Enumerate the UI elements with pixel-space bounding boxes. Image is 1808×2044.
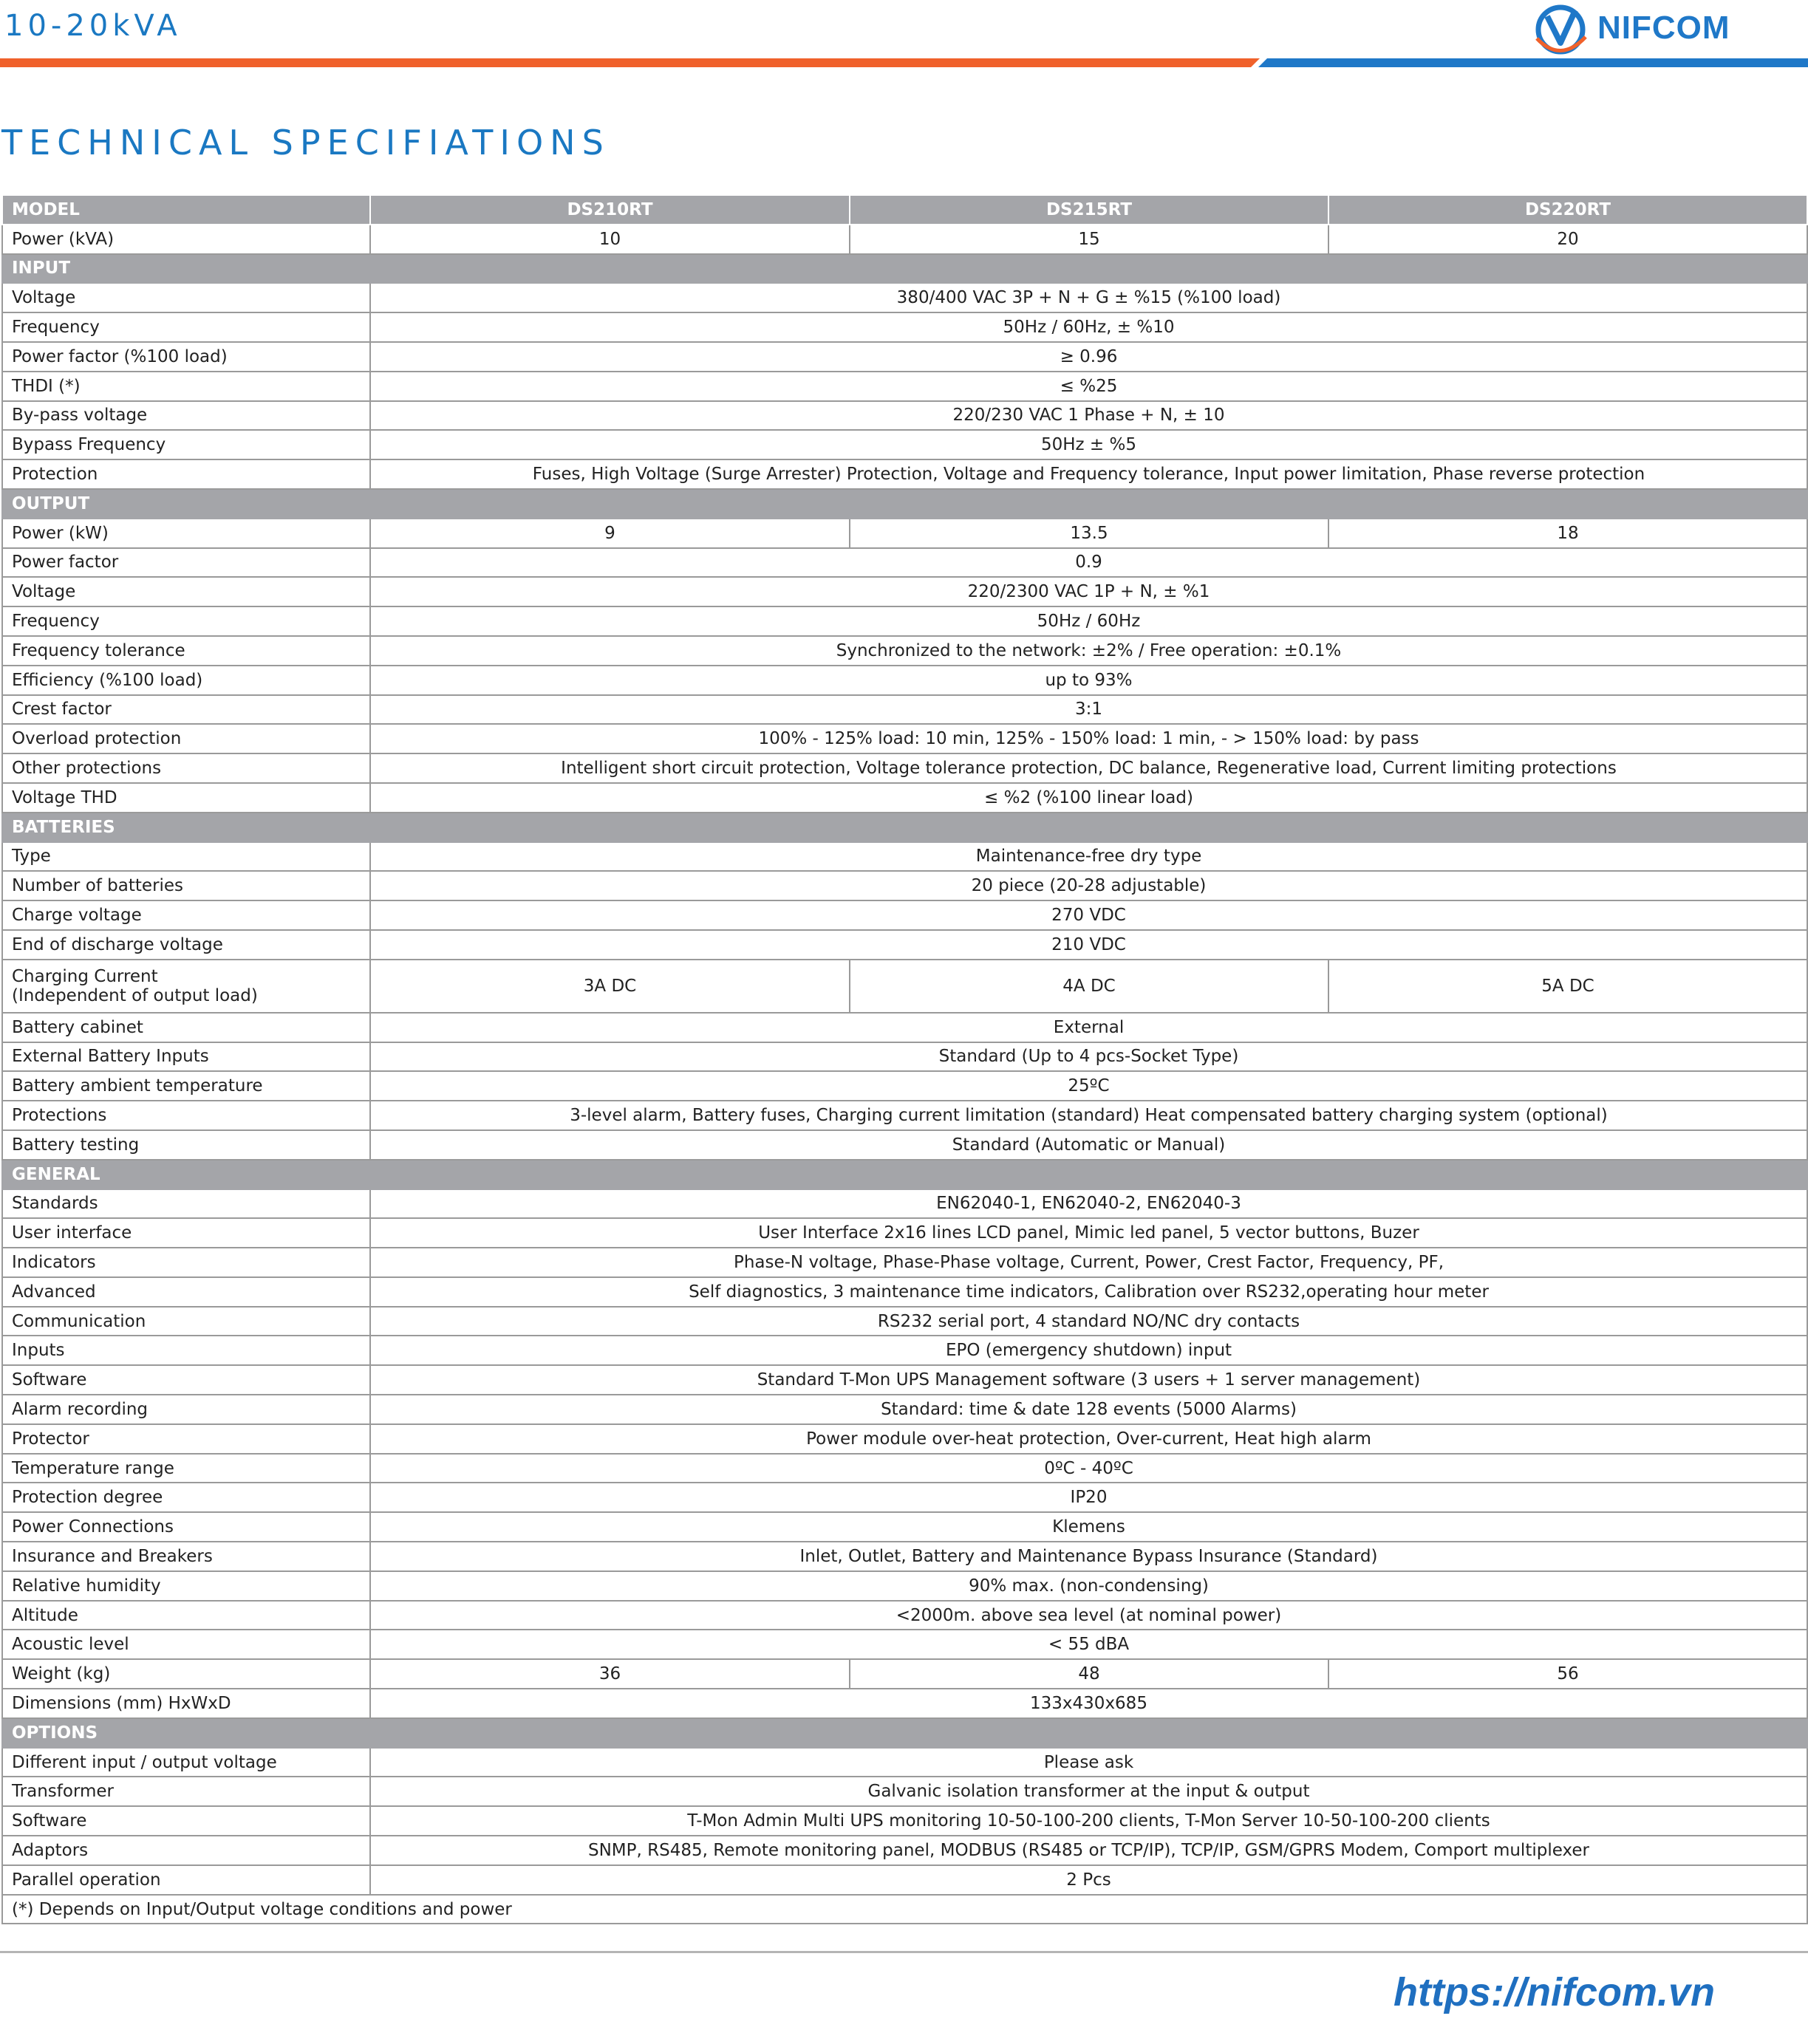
spec-row [2, 1101, 1807, 1130]
spec-value: 0.9 [370, 548, 1807, 578]
spec-label: Software [2, 1365, 370, 1395]
spec-value: Self diagnostics, 3 maintenance time indicators, Calibration over RS232,operating hour meter [370, 1277, 1807, 1307]
spec-label: Communication [2, 1307, 370, 1336]
header-model-1: DS215RT [850, 195, 1328, 225]
spec-value: 3-level alarm, Battery fuses, Charging current limitation (standard) Heat compensated battery charging system (optional) [370, 1101, 1807, 1130]
spec-row [2, 930, 1807, 960]
spec-label: Insurance and Breakers [2, 1542, 370, 1571]
spec-value: Please ask [370, 1748, 1807, 1777]
spec-row [2, 342, 1807, 372]
spec-value: up to 93% [370, 666, 1807, 695]
spec-value: 270 VDC [370, 900, 1807, 930]
spec-label: Protector [2, 1424, 370, 1454]
spec-row [2, 1571, 1807, 1601]
spec-row [2, 401, 1807, 431]
spec-label-subline: (Independent of output load) [12, 985, 258, 1005]
spec-row [2, 1689, 1807, 1718]
spec-label: Battery testing [2, 1130, 370, 1160]
footnote-row [2, 1895, 1807, 1924]
spec-value: 220/2300 VAC 1P + N, ± %1 [370, 577, 1807, 606]
spec-row [2, 1836, 1807, 1865]
spec-value: Standard (Automatic or Manual) [370, 1130, 1807, 1160]
spec-value: Power module over-heat protection, Over-current, Heat high alarm [370, 1424, 1807, 1454]
spec-label: Battery ambient temperature [2, 1071, 370, 1101]
spec-label: Altitude [2, 1601, 370, 1630]
section-header-row [2, 1160, 1807, 1189]
product-range-title: 10-20kVA [4, 9, 182, 43]
spec-label: Type [2, 842, 370, 872]
section-header-row [2, 813, 1807, 842]
page-title: TECHNICAL SPECIFIATIONS [1, 123, 610, 163]
spec-value-model-0: 10 [370, 225, 850, 254]
spec-label: THDI (*) [2, 372, 370, 401]
spec-label: Efficiency (%100 load) [2, 666, 370, 695]
spec-value: 90% max. (non-condensing) [370, 1571, 1807, 1601]
spec-value-model-1: 4A DC [850, 960, 1328, 1013]
spec-label: Charge voltage [2, 900, 370, 930]
header-model-2: DS220RT [1328, 195, 1807, 225]
spec-label: Frequency tolerance [2, 636, 370, 666]
spec-row [2, 1483, 1807, 1512]
spec-row [2, 842, 1807, 872]
spec-row [2, 548, 1807, 578]
spec-value: 100% - 125% load: 10 min, 125% - 150% load: 1 min, - > 150% load: by pass [370, 724, 1807, 753]
spec-label: Acoustic level [2, 1630, 370, 1659]
spec-label: Dimensions (mm) HxWxD [2, 1689, 370, 1718]
spec-row [2, 753, 1807, 783]
spec-row [2, 695, 1807, 725]
spec-value: Standard T-Mon UPS Management software (3 users + 1 server management) [370, 1365, 1807, 1395]
spec-label: Software [2, 1806, 370, 1836]
section-title: INPUT [2, 254, 1807, 284]
spec-row [2, 1248, 1807, 1277]
spec-value: User Interface 2x16 lines LCD panel, Mimic led panel, 5 vector buttons, Buzer [370, 1218, 1807, 1248]
spec-row [2, 1218, 1807, 1248]
spec-value: 50Hz / 60Hz [370, 606, 1807, 636]
brand-name: NIFCOM [1597, 10, 1730, 46]
website-link[interactable]: https://nifcom.vn [1393, 1970, 1715, 2014]
spec-label: Battery cabinet [2, 1013, 370, 1042]
spec-label: Crest factor [2, 695, 370, 725]
section-title: BATTERIES [2, 813, 1807, 842]
spec-label: Weight (kg) [2, 1659, 370, 1689]
spec-value: 133x430x685 [370, 1689, 1807, 1718]
spec-row [2, 1042, 1807, 1072]
spec-row [2, 1601, 1807, 1630]
header-model-0: DS210RT [370, 195, 850, 225]
spec-value-model-2: 5A DC [1328, 960, 1807, 1013]
spec-value: 3:1 [370, 695, 1807, 725]
spec-value: Intelligent short circuit protection, Voltage tolerance protection, DC balance, Regenerative load, Current limiting protections [370, 753, 1807, 783]
spec-value: Phase-N voltage, Phase-Phase voltage, Current, Power, Crest Factor, Frequency, PF, [370, 1248, 1807, 1277]
specifications-table [1, 194, 1808, 1924]
spec-value-model-0: 9 [370, 519, 850, 548]
spec-value: Fuses, High Voltage (Surge Arrester) Protection, Voltage and Frequency tolerance, Input power limitation, Phase reverse protection [370, 459, 1807, 489]
spec-row [2, 1130, 1807, 1160]
spec-value: < 55 dBA [370, 1630, 1807, 1659]
spec-value-model-1: 13.5 [850, 519, 1328, 548]
spec-value: Maintenance-free dry type [370, 842, 1807, 872]
section-title: OPTIONS [2, 1718, 1807, 1748]
spec-row [2, 1748, 1807, 1777]
spec-label: Transformer [2, 1777, 370, 1806]
spec-label: By-pass voltage [2, 401, 370, 431]
spec-row [2, 1454, 1807, 1483]
spec-label: Different input / output voltage [2, 1748, 370, 1777]
spec-row [2, 1542, 1807, 1571]
spec-row [2, 636, 1807, 666]
spec-value-model-1: 15 [850, 225, 1328, 254]
spec-label-line: Charging Current [12, 966, 158, 986]
spec-row [2, 1365, 1807, 1395]
spec-label: Number of batteries [2, 871, 370, 900]
spec-row [2, 1424, 1807, 1454]
spec-label: User interface [2, 1218, 370, 1248]
spec-row [2, 1630, 1807, 1659]
spec-row [2, 724, 1807, 753]
spec-row [2, 225, 1807, 254]
spec-value: 2 Pcs [370, 1865, 1807, 1895]
spec-row [2, 606, 1807, 636]
spec-value: T-Mon Admin Multi UPS monitoring 10-50-100-200 clients, T-Mon Server 10-50-100-200 clients [370, 1806, 1807, 1836]
spec-label: Protection degree [2, 1483, 370, 1512]
spec-value-model-0: 3A DC [370, 960, 850, 1013]
spec-row [2, 372, 1807, 401]
spec-label: Relative humidity [2, 1571, 370, 1601]
section-title: OUTPUT [2, 489, 1807, 519]
spec-label: Adaptors [2, 1836, 370, 1865]
spec-value: EN62040-1, EN62040-2, EN62040-3 [370, 1189, 1807, 1219]
spec-label: Protections [2, 1101, 370, 1130]
spec-row [2, 871, 1807, 900]
spec-value-model-2: 18 [1328, 519, 1807, 548]
spec-value: <2000m. above sea level (at nominal power) [370, 1601, 1807, 1630]
spec-value: ≤ %2 (%100 linear load) [370, 783, 1807, 813]
spec-value-model-1: 48 [850, 1659, 1328, 1689]
spec-value: Galvanic isolation transformer at the input & output [370, 1777, 1807, 1806]
spec-value-model-2: 20 [1328, 225, 1807, 254]
spec-value: 210 VDC [370, 930, 1807, 960]
spec-label [2, 960, 370, 1013]
spec-label: Advanced [2, 1277, 370, 1307]
spec-value: Standard (Up to 4 pcs-Socket Type) [370, 1042, 1807, 1072]
spec-value-model-2: 56 [1328, 1659, 1807, 1689]
spec-row [2, 283, 1807, 312]
spec-label: Power (kW) [2, 519, 370, 548]
spec-row [2, 459, 1807, 489]
spec-row [2, 960, 1807, 1013]
brand-logo[interactable] [1531, 0, 1760, 56]
spec-label: Standards [2, 1189, 370, 1219]
spec-value-model-0: 36 [370, 1659, 850, 1689]
spec-label: Overload protection [2, 724, 370, 753]
spec-row [2, 1336, 1807, 1365]
spec-value: Synchronized to the network: ±2% / Free operation: ±0.1% [370, 636, 1807, 666]
spec-label: Power factor (%100 load) [2, 342, 370, 372]
spec-row [2, 430, 1807, 459]
header-stripe-orange [0, 58, 1260, 67]
section-header-row [2, 254, 1807, 284]
spec-row [2, 1777, 1807, 1806]
spec-label: Power Connections [2, 1512, 370, 1542]
spec-label: Frequency [2, 312, 370, 342]
spec-label: Temperature range [2, 1454, 370, 1483]
spec-label: Power factor [2, 548, 370, 578]
spec-label: Power (kVA) [2, 225, 370, 254]
spec-value: 380/400 VAC 3P + N + G ± %15 (%100 load) [370, 283, 1807, 312]
spec-row [2, 1071, 1807, 1101]
spec-value: IP20 [370, 1483, 1807, 1512]
spec-label: End of discharge voltage [2, 930, 370, 960]
spec-label: Voltage [2, 577, 370, 606]
spec-label: Indicators [2, 1248, 370, 1277]
spec-row [2, 519, 1807, 548]
spec-label: Bypass Frequency [2, 430, 370, 459]
spec-label: Voltage THD [2, 783, 370, 813]
spec-row [2, 312, 1807, 342]
spec-label: Inputs [2, 1336, 370, 1365]
spec-value: 20 piece (20-28 adjustable) [370, 871, 1807, 900]
section-header-row [2, 1718, 1807, 1748]
spec-row [2, 666, 1807, 695]
spec-label: Voltage [2, 283, 370, 312]
spec-value: 50Hz / 60Hz, ± %10 [370, 312, 1807, 342]
spec-row [2, 900, 1807, 930]
spec-label: Frequency [2, 606, 370, 636]
spec-value: 25ºC [370, 1071, 1807, 1101]
spec-row [2, 1512, 1807, 1542]
spec-label: Parallel operation [2, 1865, 370, 1895]
spec-row [2, 577, 1807, 606]
spec-value: 50Hz ± %5 [370, 430, 1807, 459]
spec-value: ≤ %25 [370, 372, 1807, 401]
spec-row [2, 783, 1807, 813]
spec-value: Klemens [370, 1512, 1807, 1542]
spec-row [2, 1307, 1807, 1336]
table-header-row [2, 195, 1807, 225]
spec-value: ≥ 0.96 [370, 342, 1807, 372]
section-title: GENERAL [2, 1160, 1807, 1189]
spec-label: Alarm recording [2, 1395, 370, 1424]
header-stripe-blue [1258, 58, 1808, 67]
spec-label: Other protections [2, 753, 370, 783]
spec-label: External Battery Inputs [2, 1042, 370, 1072]
footnote-text: (*) Depends on Input/Output voltage conditions and power [2, 1895, 1807, 1924]
footer-divider [0, 1951, 1808, 1953]
spec-row [2, 1189, 1807, 1219]
spec-row [2, 1806, 1807, 1836]
spec-value: Inlet, Outlet, Battery and Maintenance Bypass Insurance (Standard) [370, 1542, 1807, 1571]
header-model-label: MODEL [2, 195, 370, 225]
spec-value: EPO (emergency shutdown) input [370, 1336, 1807, 1365]
spec-value: 220/230 VAC 1 Phase + N, ± 10 [370, 401, 1807, 431]
spec-row [2, 1659, 1807, 1689]
spec-value: 0ºC - 40ºC [370, 1454, 1807, 1483]
nifcom-logo-icon [1531, 0, 1593, 56]
section-header-row [2, 489, 1807, 519]
spec-value: RS232 serial port, 4 standard NO/NC dry contacts [370, 1307, 1807, 1336]
spec-row [2, 1013, 1807, 1042]
spec-row [2, 1395, 1807, 1424]
spec-row [2, 1865, 1807, 1895]
spec-row [2, 1277, 1807, 1307]
spec-value: External [370, 1013, 1807, 1042]
spec-label: Protection [2, 459, 370, 489]
spec-value: SNMP, RS485, Remote monitoring panel, MODBUS (RS485 or TCP/IP), TCP/IP, GSM/GPRS Modem, Comport multiplexer [370, 1836, 1807, 1865]
spec-value: Standard: time & date 128 events (5000 Alarms) [370, 1395, 1807, 1424]
